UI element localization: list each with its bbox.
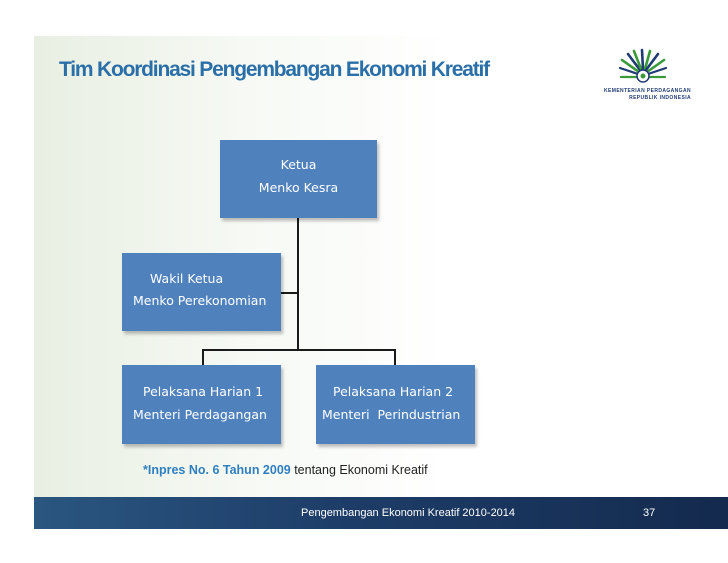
pelaksana-1-name: Menteri Perdagangan — [133, 407, 267, 422]
logo-text-line-1: KEMENTERIAN PERDAGANGAN — [604, 88, 691, 94]
pelaksana-1-role: Pelaksana Harian 1 — [143, 384, 264, 399]
wakil-ketua-role: Wakil Ketua — [150, 271, 224, 286]
pelaksana-harian-1-box — [122, 365, 281, 444]
pelaksana-harian-2-box — [316, 365, 475, 444]
ketua-box — [220, 140, 377, 218]
ketua-role: Ketua — [280, 157, 317, 172]
wakil-ketua-box — [122, 253, 281, 331]
ketua-name: Menko Kesra — [258, 180, 339, 195]
pelaksana-2-name: Menteri Perindustrian — [322, 407, 461, 422]
connector-horizontal — [202, 349, 396, 351]
pelaksana-2-role: Pelaksana Harian 2 — [333, 384, 454, 399]
connector-to-pelaksana-2 — [394, 349, 396, 365]
slide-title: Tim Koordinasi Pengembangan Ekonomi Kreatif — [59, 58, 489, 81]
connector-to-wakil — [281, 292, 298, 294]
wakil-ketua-name: Menko Perekonomian — [133, 293, 267, 308]
logo-text-line-2: REPUBLIK INDONESIA — [629, 95, 691, 101]
connector-to-pelaksana-1 — [202, 349, 204, 365]
footer-text: Pengembangan Ekonomi Kreatif 2010-2014 — [301, 507, 516, 519]
connector-vertical-main — [297, 218, 299, 351]
inpres-reference: *Inpres No. 6 Tahun 2009 — [143, 463, 291, 477]
page-number: 37 — [643, 507, 656, 519]
footer-bar — [34, 497, 728, 529]
inpres-note — [143, 463, 428, 477]
inpres-note-text: tentang Ekonomi Kreatif — [290, 463, 428, 477]
